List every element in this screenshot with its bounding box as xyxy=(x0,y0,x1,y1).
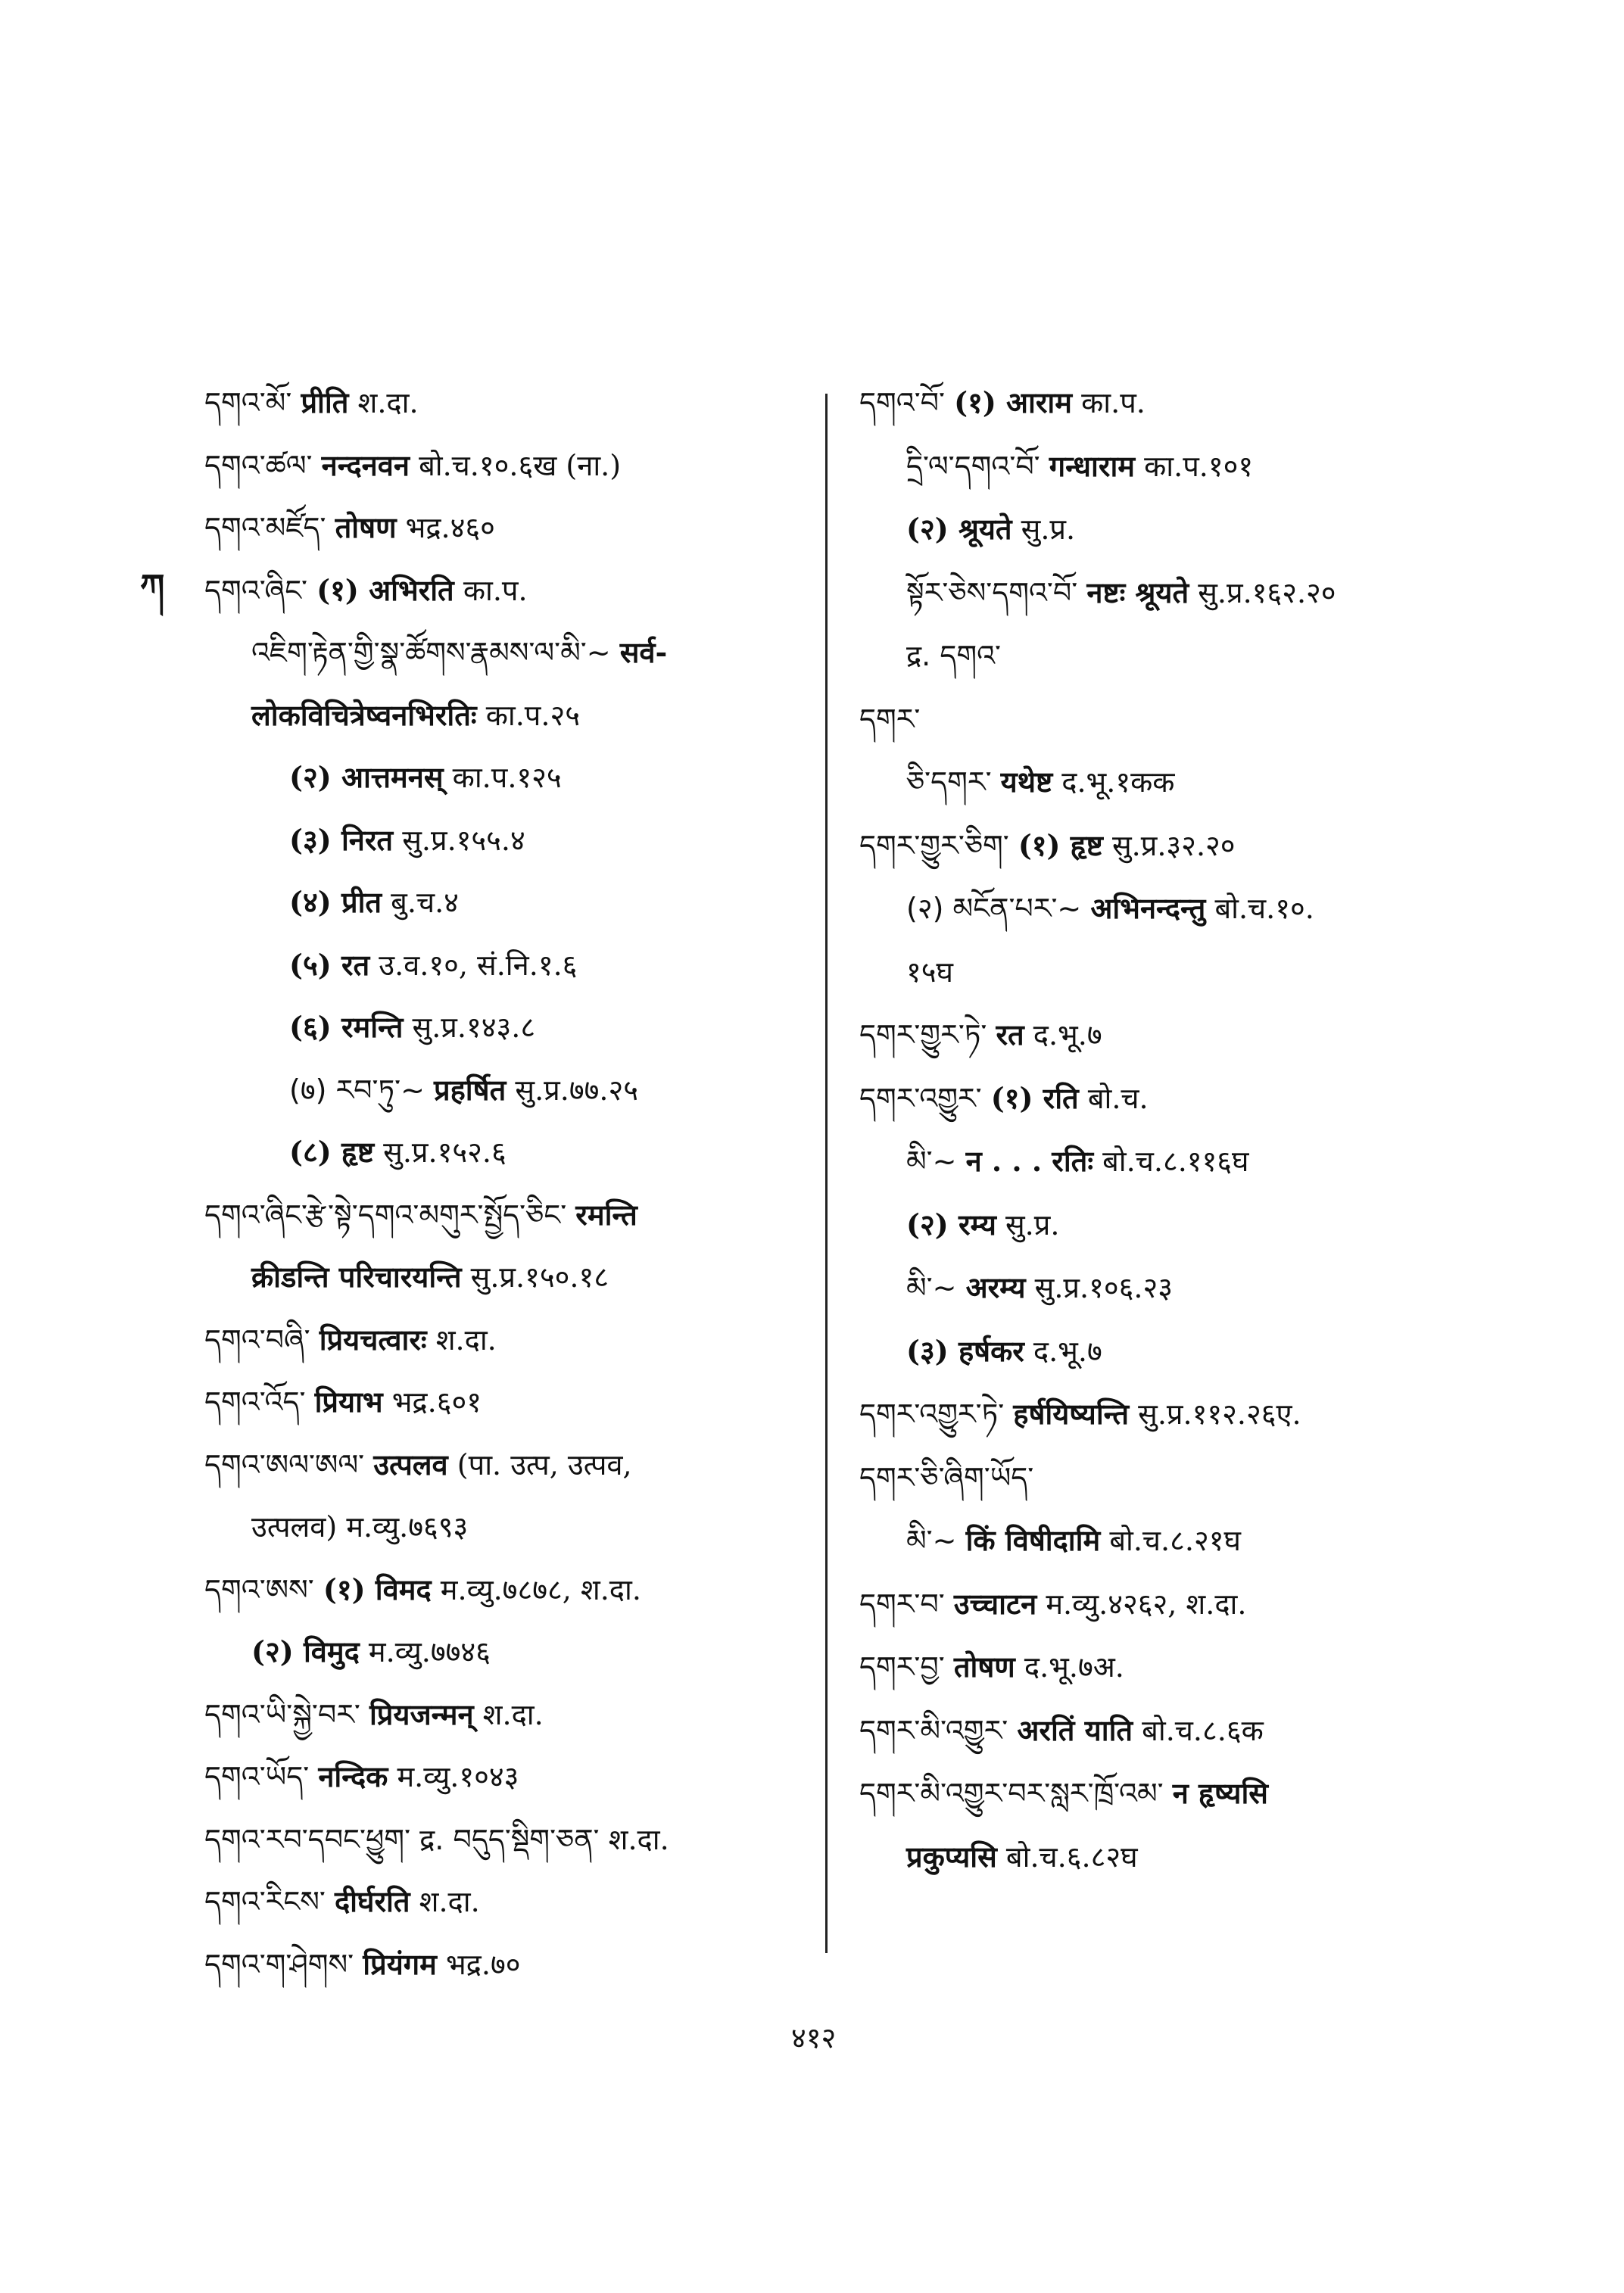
dictionary-entry xyxy=(859,1840,1465,1904)
sanskrit-equivalent: उत्पलव xyxy=(373,1447,448,1481)
dictionary-entry xyxy=(204,1573,810,1636)
tibetan-headword: དགའ་བཞི་ xyxy=(204,1323,310,1357)
source-reference: बो.च.१०. xyxy=(1214,892,1314,925)
sanskrit-equivalent: अरम्य xyxy=(965,1270,1026,1304)
sanskrit-equivalent: प्रीति xyxy=(301,385,349,419)
dictionary-entry xyxy=(204,1510,810,1573)
dictionary-entry xyxy=(859,1777,1465,1840)
tibetan-headword: སྟོར་ཅེས་དགའ་བོ་ xyxy=(906,575,1078,609)
source-reference: का.प.२५ xyxy=(485,698,580,732)
source-reference: म.व्यु.१०४३ xyxy=(397,1760,519,1793)
dictionary-entry xyxy=(859,1018,1465,1082)
tibetan-headword: མི་~ xyxy=(906,1271,957,1304)
sanskrit-equivalent: (१) अभिरति xyxy=(316,572,454,607)
sanskrit-equivalent: तोषण xyxy=(953,1650,1015,1684)
sanskrit-equivalent: तोषण xyxy=(335,510,397,544)
dictionary-entry xyxy=(204,1760,810,1823)
dictionary-entry xyxy=(204,574,810,637)
tibetan-headword: དགའ་ཚལ་ xyxy=(204,448,313,482)
source-reference: का.प.१०१ xyxy=(1144,449,1254,483)
dictionary-entry xyxy=(859,1082,1465,1145)
source-reference: १५घ xyxy=(906,955,953,989)
tibetan-headword: ཅི་དགར་ xyxy=(906,765,992,799)
sanskrit-equivalent: क्रीडन्ति परिचारयन्ति xyxy=(251,1260,462,1294)
sanskrit-equivalent: दीर्घरति xyxy=(335,1884,410,1918)
sanskrit-equivalent: अभिनन्दन्तु xyxy=(1090,891,1206,925)
tibetan-headword: དགའ་ཨས་ xyxy=(204,1572,314,1606)
dictionary-entry xyxy=(859,386,1465,450)
sanskrit-equivalent: उच्चाटन xyxy=(953,1586,1037,1621)
source-reference: सु.प्र. xyxy=(1021,512,1076,546)
tibetan-headword: (२) མངོན་པར་~ xyxy=(906,892,1082,925)
sanskrit-equivalent: प्रहर्षित xyxy=(434,1072,507,1107)
source-reference: सु.प्र.११२.२६ए. xyxy=(1138,1397,1301,1431)
dictionary-entry xyxy=(859,1461,1465,1525)
sanskrit-equivalent: अरतिं याति xyxy=(1017,1712,1133,1747)
sanskrit-equivalent: (४) प्रीत xyxy=(289,885,382,919)
tibetan-headword: དགར་གྱུར་ཅིག་ xyxy=(859,828,1009,862)
source-reference: बो.च.१०.६ख (ना.) xyxy=(419,448,622,482)
dictionary-entry xyxy=(859,955,1465,1019)
dictionary-entry xyxy=(859,576,1465,640)
source-reference: सु.प्र.१०६.२३ xyxy=(1034,1271,1174,1304)
sanskrit-equivalent: (२) रम्य xyxy=(906,1207,996,1242)
dictionary-entry xyxy=(204,761,810,824)
sanskrit-equivalent: (१) रति xyxy=(990,1080,1079,1115)
source-reference: का.प. xyxy=(1081,386,1146,419)
tibetan-headword: དགའ་རབ་དབང་ཕྱུག་ द्र. བདུད་སྡིག་ཅན་ xyxy=(204,1822,600,1856)
dictionary-entry xyxy=(204,1823,810,1886)
left-column xyxy=(204,386,810,2010)
source-reference: श.दा. xyxy=(357,386,419,419)
source-reference: बो.च.८.२१घ xyxy=(1109,1524,1241,1557)
tibetan-headword: དགའ་མོ་ xyxy=(204,386,292,419)
tibetan-headword: མི་~ xyxy=(906,1524,957,1557)
source-reference: द.भू.७ xyxy=(1033,1018,1102,1051)
source-reference: म.व्यु.४२६२, श.दा. xyxy=(1046,1587,1247,1621)
tibetan-headword: དགའ་ཡི་སྐྱེ་བར་ xyxy=(204,1697,360,1731)
source-reference: भद्र.६०१ xyxy=(391,1385,482,1419)
dictionary-entry xyxy=(204,511,810,574)
dictionary-entry xyxy=(859,829,1465,893)
tibetan-headword: དགར་ xyxy=(859,702,921,736)
source-reference: बो.च. xyxy=(1087,1081,1149,1115)
dictionary-entry xyxy=(204,386,810,449)
tibetan-headword: དགའ་ག་ཤེགས་ xyxy=(204,1947,354,1981)
sanskrit-equivalent: हर्षयिष्यन्ति xyxy=(1013,1397,1130,1431)
sanskrit-equivalent: सर्व- xyxy=(619,635,668,669)
dictionary-entry xyxy=(204,1698,810,1761)
tibetan-headword: མི་~ xyxy=(906,1145,957,1178)
tibetan-headword: དགར་འགྱུར་ xyxy=(859,1081,982,1115)
tibetan-headword: དགར་མི་འགྱུར་ xyxy=(859,1713,1008,1747)
source-reference: उ.व.१०, सं.नि.१.६ xyxy=(379,948,578,982)
tibetan-headword: དགའ་ཡོད་ xyxy=(204,1760,310,1793)
source-reference: म.व्यु.७७४६ xyxy=(368,1635,491,1668)
sanskrit-equivalent: (२) आत्तमनस् xyxy=(289,760,444,794)
sanskrit-equivalent: न हृष्यसि xyxy=(1172,1776,1268,1810)
sanskrit-equivalent: प्रियजन्मन् xyxy=(369,1696,474,1731)
source-reference: सु.प्र.१६२.२० xyxy=(1198,575,1336,609)
dictionary-entry xyxy=(859,765,1465,829)
source-reference: का.प. xyxy=(463,573,528,607)
dictionary-entry xyxy=(859,1714,1465,1777)
sanskrit-equivalent: नष्टः श्रूयते xyxy=(1086,575,1189,609)
sanskrit-equivalent: (१) हृष्ट xyxy=(1018,827,1103,862)
source-reference: बो.च.८.६क xyxy=(1142,1713,1264,1747)
source-reference: सु.प्र.१५०.१८ xyxy=(470,1260,609,1294)
tibetan-headword: དགར་བ་ xyxy=(859,1587,945,1621)
sanskrit-equivalent: न . . . रतिः xyxy=(965,1144,1094,1178)
tibetan-headword: (७) རབ་ཏུ་~ xyxy=(289,1073,425,1107)
source-reference: का.प.१२५ xyxy=(452,761,562,794)
sanskrit-equivalent: नन्दिक xyxy=(318,1759,388,1793)
sanskrit-equivalent: प्रकुप्यसि xyxy=(906,1839,997,1874)
sanskrit-equivalent: यथेष्ट xyxy=(1000,765,1053,799)
column-divider xyxy=(825,394,828,1953)
sanskrit-equivalent: रत xyxy=(996,1017,1024,1051)
source-reference: भद्र.७० xyxy=(445,1947,521,1981)
source-reference: श.दा. xyxy=(482,1697,544,1731)
source-reference: बो.च.८.११६घ xyxy=(1102,1145,1249,1178)
sanskrit-equivalent: (१) आराम xyxy=(954,385,1073,419)
sanskrit-equivalent: (१) विमद xyxy=(323,1572,432,1606)
dictionary-entry xyxy=(204,824,810,886)
dictionary-entry xyxy=(859,703,1465,766)
dictionary-entry xyxy=(859,1524,1465,1587)
dictionary-entry xyxy=(204,1635,810,1698)
section-marker: ཀ xyxy=(140,566,165,607)
dictionary-entry xyxy=(204,699,810,762)
dictionary-entry xyxy=(204,1323,810,1386)
tibetan-headword: དགའ་འོད་ xyxy=(204,1385,306,1419)
sanskrit-equivalent: (२) विमुद xyxy=(251,1634,360,1668)
source-reference: म.व्यु.७८७८, श.दा. xyxy=(440,1572,641,1606)
sanskrit-equivalent: किं विषीदामि xyxy=(965,1523,1101,1557)
dictionary-entry xyxy=(204,886,810,949)
source-reference: (पा. उत्प, उत्पव, xyxy=(457,1447,632,1481)
source-reference: सु.प्र.१५२.६ xyxy=(383,1136,507,1169)
source-reference: श.दा. xyxy=(608,1822,669,1856)
source-reference: श.दा. xyxy=(435,1323,497,1357)
sanskrit-equivalent: (३) निरत xyxy=(289,822,394,857)
tibetan-headword: དགར་བྱ་ xyxy=(859,1650,945,1684)
source-reference: द.भू.७अ. xyxy=(1024,1650,1124,1684)
dictionary-entry xyxy=(859,450,1465,513)
source-reference: भद्र.४६० xyxy=(405,511,495,544)
sanskrit-equivalent: (२) श्रूयते xyxy=(906,512,1012,546)
dictionary-entry xyxy=(859,639,1465,703)
tibetan-headword: དགར་འགྱུར་ཏེ་ xyxy=(859,1397,1005,1431)
tibetan-headword: དགའ་ཞིང་རྩེ་སྟེ་དགའ་མགུར་སྤྱོད་ཅིང་ xyxy=(204,1198,567,1232)
tibetan-headword: དགར་ཅི་ཞིག་ཡོད་ xyxy=(859,1460,1034,1494)
sanskrit-equivalent: गन्धाराम xyxy=(1049,448,1136,483)
dictionary-entry xyxy=(204,1073,810,1136)
sanskrit-equivalent: (५) रत xyxy=(289,947,370,982)
dictionary-entry xyxy=(859,1145,1465,1208)
dictionary-entry xyxy=(204,449,810,512)
tibetan-headword: द्र. དགའ་ xyxy=(906,639,1002,672)
sanskrit-equivalent: लोकविचित्रेष्वनभिरतिः xyxy=(251,697,477,732)
source-reference: सु.प्र. xyxy=(1005,1207,1060,1242)
source-reference: द.भू.७ xyxy=(1033,1334,1102,1368)
tibetan-headword: དགར་གྱུར་ཏེ་ xyxy=(859,1018,987,1051)
source-reference: सु.प्र.३२.२० xyxy=(1111,828,1236,862)
source-reference: सु.प्र.१५५.४ xyxy=(402,823,525,857)
dictionary-entry xyxy=(204,1011,810,1073)
dictionary-entry xyxy=(204,1948,810,2011)
dictionary-entry xyxy=(859,1587,1465,1651)
tibetan-headword: དགའ་བོ་ xyxy=(859,386,946,419)
dictionary-entry xyxy=(859,1271,1465,1335)
sanskrit-equivalent: प्रियाभ xyxy=(314,1385,383,1419)
dictionary-entry xyxy=(859,512,1465,576)
sanskrit-equivalent: (६) रमन्ति xyxy=(289,1010,404,1044)
dictionary-entry xyxy=(859,1397,1465,1461)
dictionary-entry xyxy=(859,1650,1465,1714)
tibetan-headword: དགའ་ཨལ་ཨལ་ xyxy=(204,1447,365,1481)
source-reference: बो.च.६.८२घ xyxy=(1005,1840,1138,1874)
page-number: ४१२ xyxy=(791,2021,837,2055)
source-reference: सु.प्र.७७.२५ xyxy=(515,1073,638,1107)
dictionary-entry xyxy=(204,636,810,699)
source-reference: बु.च.४ xyxy=(391,886,459,919)
source-reference: द.भू.१कक xyxy=(1061,765,1175,799)
dictionary-entry xyxy=(204,1198,810,1261)
dictionary-entry xyxy=(204,1136,810,1198)
source-reference: उत्पलव) म.व्यु.७६९३ xyxy=(251,1510,469,1544)
dictionary-entry xyxy=(859,892,1465,955)
tibetan-headword: དགར་མི་འགྱུར་བར་སླར་ཁྲོ་འམ་ xyxy=(859,1777,1164,1810)
tibetan-headword: འཇིག་རྟེན་གྱི་སྣ་ཚོགས་རྣམས་ལ་མི་~ xyxy=(251,636,611,669)
right-column xyxy=(859,386,1465,1903)
sanskrit-equivalent: रमन्ति xyxy=(575,1197,637,1232)
dictionary-entry xyxy=(204,1448,810,1511)
sanskrit-equivalent: प्रियचत्वारः xyxy=(319,1322,427,1357)
dictionary-entry xyxy=(204,949,810,1011)
tibetan-headword: དགའ་ཞིང་ xyxy=(204,573,308,607)
dictionary-entry xyxy=(204,1385,810,1448)
tibetan-headword: དགའ་རིངས་ xyxy=(204,1885,326,1918)
dictionary-entry xyxy=(204,1885,810,1948)
tibetan-headword: དྲི་ལ་དགའ་བོ་ xyxy=(906,449,1040,483)
sanskrit-equivalent: नन्दनवन xyxy=(321,447,410,482)
tibetan-headword: དགའ་མཛོད་ xyxy=(204,511,326,544)
source-reference: श.दा. xyxy=(419,1885,480,1918)
sanskrit-equivalent: (८) हृष्ट xyxy=(289,1135,375,1169)
sanskrit-equivalent: प्रियंगम xyxy=(363,1946,437,1981)
dictionary-entry xyxy=(204,1260,810,1323)
source-reference: सु.प्र.१४३.८ xyxy=(412,1011,536,1044)
dictionary-entry xyxy=(859,1208,1465,1272)
sanskrit-equivalent: (३) हर्षकर xyxy=(906,1333,1024,1368)
dictionary-entry xyxy=(859,1335,1465,1398)
